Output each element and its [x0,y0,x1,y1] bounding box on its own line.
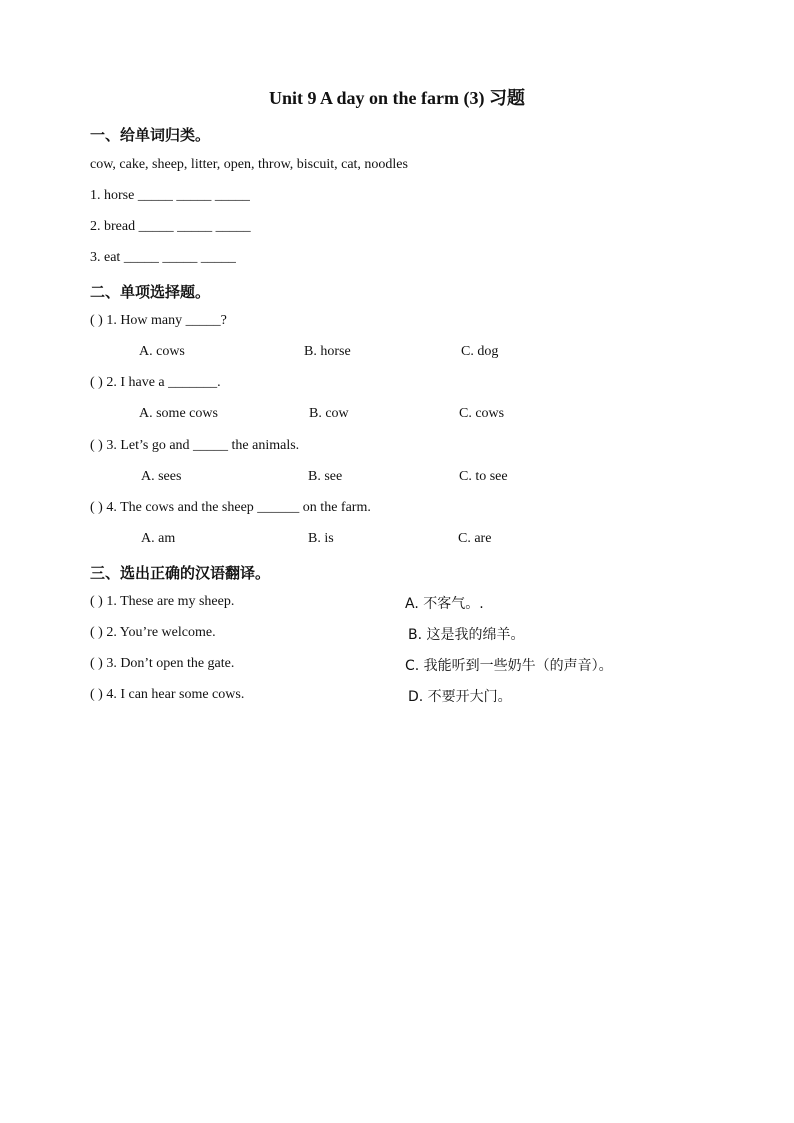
question-2-stem: ( ) 2. I have a _______. [90,375,221,390]
question-4-option-b: B. is [308,531,334,546]
question-2-option-c: C. cows [459,406,505,421]
question-3-option-c: C. to see [459,469,508,484]
question-4-option-a: A. am [141,531,176,546]
question-1-stem: ( ) 1. How many _____? [90,313,227,328]
section-3-heading: 三、选出正确的汉语翻译。 [90,564,271,582]
section-1-heading: 一、给单词归类。 [90,126,211,144]
translate-option-b: B. 这是我的绵羊。 [408,627,525,643]
question-3-stem: ( ) 3. Let’s go and _____ the animals. [90,438,300,453]
question-4-stem: ( ) 4. The cows and the sheep ______ on the farm. [90,500,371,515]
word-bank: cow, cake, sheep, litter, open, throw, biscuit, cat, noodles [90,157,408,172]
translate-row-2-english: ( ) 2. You’re welcome. [90,625,216,640]
question-1-option-b: B. horse [304,344,351,359]
translate-row-1-english: ( ) 1. These are my sheep. [90,594,235,609]
translate-row-4-english: ( ) 4. I can hear some cows. [90,687,245,702]
question-1-option-a: A. cows [139,344,185,359]
section-2-heading: 二、单项选择题。 [90,283,211,301]
question-1-option-c: C. dog [461,344,499,359]
question-2-option-a: A. some cows [139,406,218,421]
translate-row-3-english: ( ) 3. Don’t open the gate. [90,656,235,671]
translate-option-c: C. 我能听到一些奶牛（的声音）。 [405,658,613,674]
translate-option-d: D. 不要开大门。 [408,689,512,705]
classify-item-2: 2. bread _____ _____ _____ [90,219,251,234]
question-4-option-c: C. are [458,531,492,546]
question-3-option-b: B. see [308,469,343,484]
page-title: Unit 9 A day on the farm (3) 习题 [269,88,525,108]
classify-item-1: 1. horse _____ _____ _____ [90,188,250,203]
classify-item-3: 3. eat _____ _____ _____ [90,250,236,265]
translate-option-a: A. 不客气。. [405,596,484,612]
question-2-option-b: B. cow [309,406,349,421]
question-3-option-a: A. sees [141,469,182,484]
